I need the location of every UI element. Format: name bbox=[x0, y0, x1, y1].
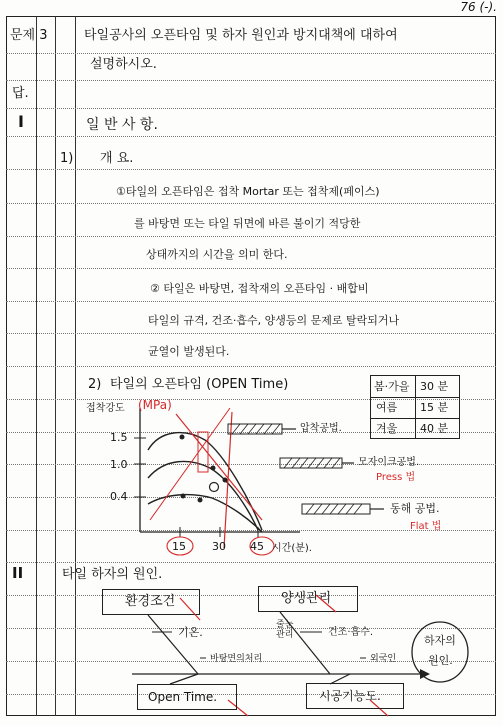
cause-circle-line-2: 원인. bbox=[428, 654, 453, 667]
red-mark bbox=[180, 598, 200, 620]
cause-item-dry: 건조·흡수. bbox=[328, 627, 373, 638]
cause-item-joint-1: 줄눈 bbox=[276, 620, 294, 630]
chart-y-unit: (MPa) bbox=[138, 398, 172, 412]
question-label: 문제 3 bbox=[10, 28, 48, 43]
table-season-2: 여름 bbox=[376, 401, 398, 414]
cause-box-environment-label: 환경조건 bbox=[125, 594, 176, 609]
method-label-3: 동해 공법. bbox=[390, 502, 440, 515]
section-1-roman: I bbox=[18, 112, 24, 131]
question-line-1: 타일공사의 오픈타임 및 하자 원인과 방지대책에 대하여 bbox=[84, 28, 398, 43]
table-time-1: 30 분 bbox=[420, 380, 449, 393]
cause-box-open-time bbox=[137, 684, 237, 710]
cause-box-skill-label: 시공기능도. bbox=[319, 689, 381, 703]
cause-item-temperature: 기온. bbox=[178, 626, 203, 639]
cause-item-external: 외국인 bbox=[370, 654, 397, 664]
overview-line-3: 상태까지의 시간을 의미 한다. bbox=[146, 248, 288, 261]
answer-label: 답. bbox=[12, 86, 29, 101]
chart-x-tick-label: 45 bbox=[250, 540, 264, 553]
overview-line-6: 균열이 발생된다. bbox=[148, 345, 230, 358]
table-season-1: 봄·가을 bbox=[374, 380, 410, 393]
method-note-3: Flat 법 bbox=[410, 521, 442, 532]
table-time-2: 15 분 bbox=[420, 401, 449, 414]
chart-y-label: 접착강도 bbox=[86, 403, 125, 414]
cause-box-open-time-label: Open Time. bbox=[148, 690, 218, 704]
chart-y-tick-label: 0.4 bbox=[110, 490, 128, 503]
cause-circle bbox=[412, 622, 468, 682]
cause-circle-line-1: 하자의 bbox=[424, 634, 456, 647]
cause-item-base: 바탕면의처리 bbox=[210, 654, 263, 664]
question-line-2: 설명하시오. bbox=[90, 57, 157, 72]
overview-line-5: 타일의 규격, 건조·흡수, 양생등의 문제로 탈락되거나 bbox=[148, 314, 400, 327]
section-2-title: 타일 하자의 원인. bbox=[62, 567, 163, 582]
cause-branch bbox=[148, 615, 198, 674]
cause-branch bbox=[170, 674, 198, 684]
overview-line-2: 를 바탕면 또는 타일 뒤면에 바른 불이기 적당한 bbox=[134, 217, 361, 230]
section-2-roman: II bbox=[12, 564, 24, 582]
method-label-1: 압착공법. bbox=[300, 423, 342, 434]
sub-2-number: 2) bbox=[88, 377, 102, 392]
chart-x-tick-label: 30 bbox=[212, 540, 226, 553]
sub-2-title: 타일의 오픈타임 (OPEN Time) bbox=[110, 377, 289, 392]
chart-x-label: 시간(분). bbox=[272, 543, 312, 554]
cause-box-skill bbox=[306, 683, 404, 709]
chart-x-tick-label: 15 bbox=[172, 540, 186, 553]
sub-1-number: 1) bbox=[60, 151, 74, 166]
method-note-2: Press 법 bbox=[376, 472, 416, 483]
table-season-3: 겨울 bbox=[376, 422, 398, 435]
section-1-title: 일 반 사 항. bbox=[86, 117, 158, 133]
table-time-3: 40 분 bbox=[420, 422, 449, 435]
overview-line-1: ①타일의 오픈타임은 접착 Mortar 또는 접착제(페이스) bbox=[116, 185, 380, 198]
sub-1-title: 개 요. bbox=[100, 151, 134, 166]
red-mark bbox=[316, 595, 336, 612]
chart-y-tick-label: 1.5 bbox=[110, 431, 128, 444]
chart-y-tick-label: 1.0 bbox=[110, 458, 128, 471]
overview-line-4: ② 타일은 바탕면, 접착재의 오픈타임 · 배합비 bbox=[150, 282, 369, 295]
cause-box-curing-label: 양생관리 bbox=[281, 591, 332, 606]
page-number: 76 (-). bbox=[460, 0, 497, 14]
cause-item-joint-2: 관리 bbox=[276, 630, 294, 640]
method-label-2: 모자이크공법. bbox=[358, 457, 420, 468]
